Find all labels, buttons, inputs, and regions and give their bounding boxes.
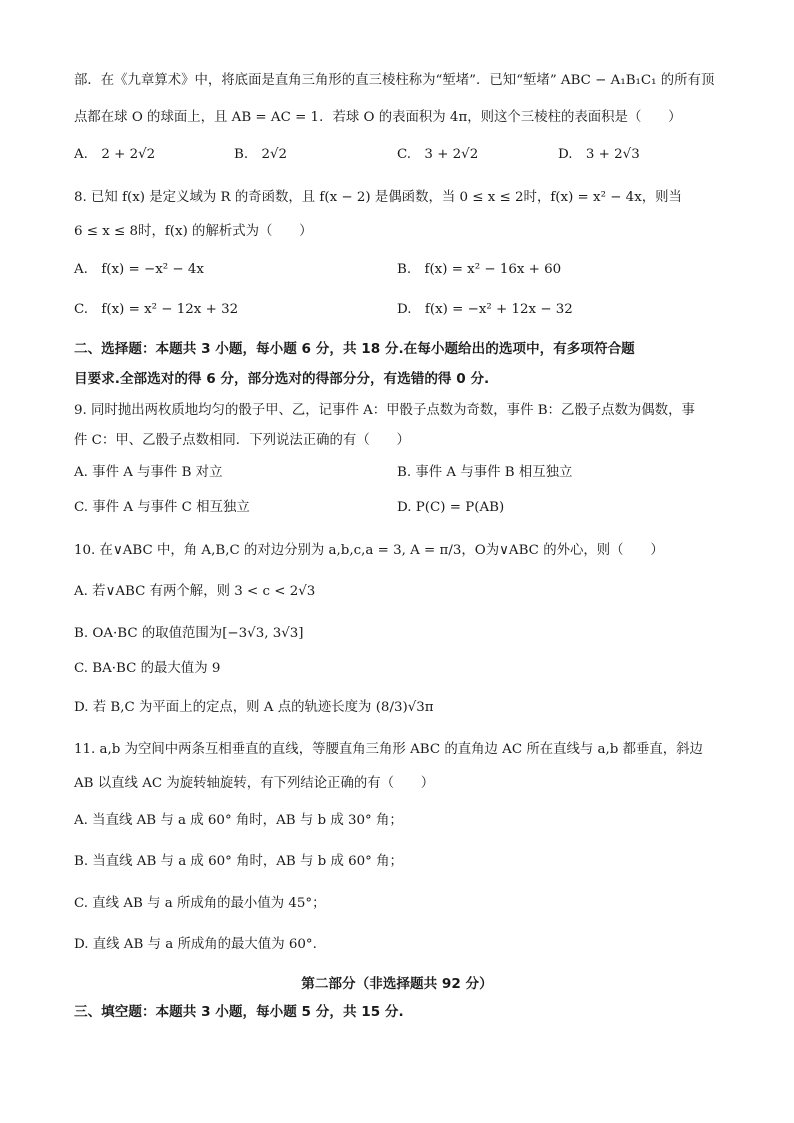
section-2-heading-line-1: 二、选择题：本题共 3 小题，每小题 6 分，共 18 分.在每小题给出的选项中，有多项符合题 xyxy=(74,341,635,357)
section-3-heading: 三、填空题：本题共 3 小题，每小题 5 分，共 15 分. xyxy=(74,1004,404,1020)
q10-line-1: 10. 在∨ABC 中，角 A,B,C 的对边分别为 a,b,c,a = 3, A = π/3，O为∨ABC 的外心，则（ ） xyxy=(74,543,664,558)
q11-option-c: C. 直线 AB 与 a 所成角的最小值为 45°； xyxy=(74,896,326,911)
q10-option-c: C. BA·BC 的最大值为 9 xyxy=(74,661,221,676)
q7-line-1: 部．在《九章算术》中，将底面是直角三角形的直三棱柱称为“堑堵”．已知“堑堵” ABC − A₁B₁C₁ 的所有顶 xyxy=(74,73,715,88)
q8-option-d: D. f(x) = −x² + 12x − 32 xyxy=(397,302,573,317)
q7-option-d: D. 3 + 2√3 xyxy=(558,147,640,162)
q10-option-a: A. 若∨ABC 有两个解，则 3 < c < 2√3 xyxy=(74,584,316,599)
q9-line-2: 件 C：甲、乙骰子点数相同．下列说法正确的有（ ） xyxy=(74,433,410,448)
q8-line-2: 6 ≤ x ≤ 8时，f(x) 的解析式为（ ） xyxy=(74,224,313,239)
q8-option-b: B. f(x) = x² − 16x + 60 xyxy=(397,262,562,277)
q7-line-2: 点都在球 O 的球面上，且 AB = AC = 1．若球 O 的表面积为 4π，则这个三棱柱的表面积是（ ） xyxy=(74,110,682,125)
q9-option-d: D. P(C) = P(AB) xyxy=(397,500,505,515)
q7-option-c: C. 3 + 2√2 xyxy=(397,147,479,162)
q10-option-d: D. 若 B,C 为平面上的定点，则 A 点的轨迹长度为 (8/3)√3π xyxy=(74,700,434,715)
q11-line-1: 11. a,b 为空间中两条互相垂直的直线，等腰直角三角形 ABC 的直角边 AC 所在直线与 a,b 都垂直，斜边 xyxy=(74,742,703,757)
q11-line-2: AB 以直线 AC 为旋转轴旋转，有下列结论正确的有（ ） xyxy=(74,776,435,791)
q11-option-b: B. 当直线 AB 与 a 成 60° 角时，AB 与 b 成 60° 角； xyxy=(74,854,403,869)
part-2-title: 第二部分（非选择题共 92 分） xyxy=(301,976,493,992)
q8-option-a: A. f(x) = −x² − 4x xyxy=(74,262,204,277)
q9-line-1: 9. 同时抛出两枚质地均匀的骰子甲、乙，记事件 A：甲骰子点数为奇数，事件 B：乙骰子点数为偶数，事 xyxy=(74,403,695,418)
q7-option-a: A. 2 + 2√2 xyxy=(74,147,156,162)
q9-option-b: B. 事件 A 与事件 B 相互独立 xyxy=(397,465,573,480)
q9-option-c: C. 事件 A 与事件 C 相互独立 xyxy=(74,500,250,515)
section-2-heading-line-2: 目要求.全部选对的得 6 分，部分选对的得部分分，有选错的得 0 分. xyxy=(74,371,490,387)
q8-option-c: C. f(x) = x² − 12x + 32 xyxy=(74,302,239,317)
q7-option-b: B. 2√2 xyxy=(234,147,288,162)
q9-option-a: A. 事件 A 与事件 B 对立 xyxy=(74,465,223,480)
q11-option-a: A. 当直线 AB 与 a 成 60° 角时，AB 与 b 成 30° 角； xyxy=(74,813,403,828)
q11-option-d: D. 直线 AB 与 a 所成角的最大值为 60°. xyxy=(74,937,317,952)
q8-line-1: 8. 已知 f(x) 是定义域为 R 的奇函数，且 f(x − 2) 是偶函数，当 0 ≤ x ≤ 2时，f(x) = x² − 4x，则当 xyxy=(74,190,682,205)
q10-option-b: B. OA·BC 的取值范围为[−3√3, 3√3] xyxy=(74,626,304,641)
